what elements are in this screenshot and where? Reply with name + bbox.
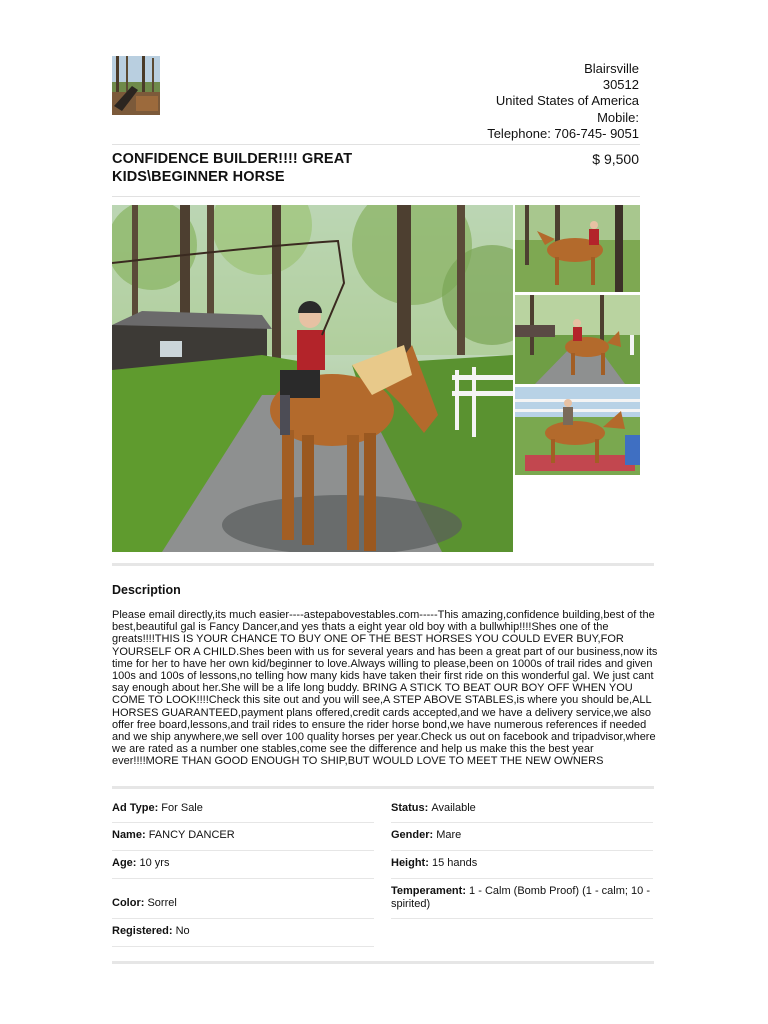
header-divider xyxy=(112,144,640,145)
main-photo[interactable] xyxy=(112,205,513,552)
title-divider xyxy=(112,196,640,197)
contact-mobile: Mobile: xyxy=(597,109,639,125)
details-left-column xyxy=(112,795,374,947)
seller-contact xyxy=(487,61,639,142)
detail-label: Name: xyxy=(112,829,149,841)
gallery-divider xyxy=(112,563,654,566)
contact-telephone[interactable]: Telephone: 706-745- 9051 xyxy=(487,125,639,141)
description-heading: Description xyxy=(112,583,181,597)
details-divider xyxy=(112,961,654,964)
contact-zip: 30512 xyxy=(602,77,639,93)
details-right-column xyxy=(391,795,653,919)
side-photo-2[interactable] xyxy=(515,295,640,384)
detail-label: Height: xyxy=(391,857,432,869)
detail-label: Age: xyxy=(112,857,140,869)
detail-registered xyxy=(112,919,374,947)
detail-label: Registered: xyxy=(112,925,176,937)
side-photo-1[interactable] xyxy=(515,205,640,292)
detail-label: Gender: xyxy=(391,829,437,841)
description-text: Please email directly,its much easier----astepabovestables.com-----This amazing,confidence building,best of the best,beautiful gal is Fancy Dancer,and yes thats a eight year old boy with a bullwhip!!!!Shes one of the greats!!!!THIS IS YOUR CHANCE TO BUY ONE OF THE BEST HORSES YOU COULD EVER BUY,FOR YOURSELF OR A CHILD.Shes been with us for several years and has been a great part of our business,now its time for her to have her own kid/beginner to love.Always willing to please,been on 1000s of trail rides and given 100s and 100s of lessons,no telling how many kids have taken their first ride on this wonderful gal. We just cant say enough about her.She will be a life long buddy. BRING A STICK TO BEAT OUR BOY OFF WHEN YOU COME TO LOOK!!!!Check this site out and you will see,A STEP ABOVE STABLES,is where you should be,ALL HORSES GUARANTEED,payment plans offered,credit cards accepted,and we have a delivery service,we also offer free board,lessons,and trail rides to ensure the rider horse bond,we have numerous references if needed and we ship anywhere,we sell over 100 quality horses per year.Check us out on facebook and tripadvisor,where we are rated as a number one stables,come see the difference and help us make this the best year ever!!!!MORE THAN GOOD ENOUGH TO SHIP,BUT WOULD LOVE TO MEET THE NEW OWNERS xyxy=(112,609,658,768)
detail-label: Temperament: xyxy=(391,885,470,897)
detail-gender xyxy=(391,823,653,851)
contact-city: Blairsville xyxy=(584,61,639,76)
seller-thumbnail[interactable] xyxy=(112,56,160,115)
listing-price: $ 9,500 xyxy=(592,151,639,167)
detail-label: Ad Type: xyxy=(112,802,162,814)
detail-value: For Sale xyxy=(161,802,203,814)
detail-value: Mare xyxy=(436,829,462,841)
detail-value: 10 yrs xyxy=(139,857,170,869)
listing-title: CONFIDENCE BUILDER!!!! GREAT KIDS\BEGINNER HORSE xyxy=(112,151,353,185)
detail-value: FANCY DANCER xyxy=(148,829,235,841)
detail-temperament xyxy=(391,879,653,919)
side-photo-3[interactable] xyxy=(515,387,640,475)
detail-color xyxy=(112,879,374,919)
detail-value: 1 - Calm (Bomb Proof) (1 - calm; 10 - spirited) xyxy=(391,885,650,910)
detail-age xyxy=(112,851,374,879)
detail-value: No xyxy=(175,925,190,937)
contact-country: United States of America xyxy=(495,93,639,109)
description-divider xyxy=(112,786,654,789)
detail-label: Status: xyxy=(391,802,432,814)
detail-value: Sorrel xyxy=(147,897,177,909)
detail-value: 15 hands xyxy=(431,857,478,869)
detail-height xyxy=(391,851,653,879)
detail-status xyxy=(391,795,653,823)
detail-name xyxy=(112,823,374,851)
detail-ad-type xyxy=(112,795,374,823)
detail-value: Available xyxy=(431,802,476,814)
detail-label: Color: xyxy=(112,897,148,909)
